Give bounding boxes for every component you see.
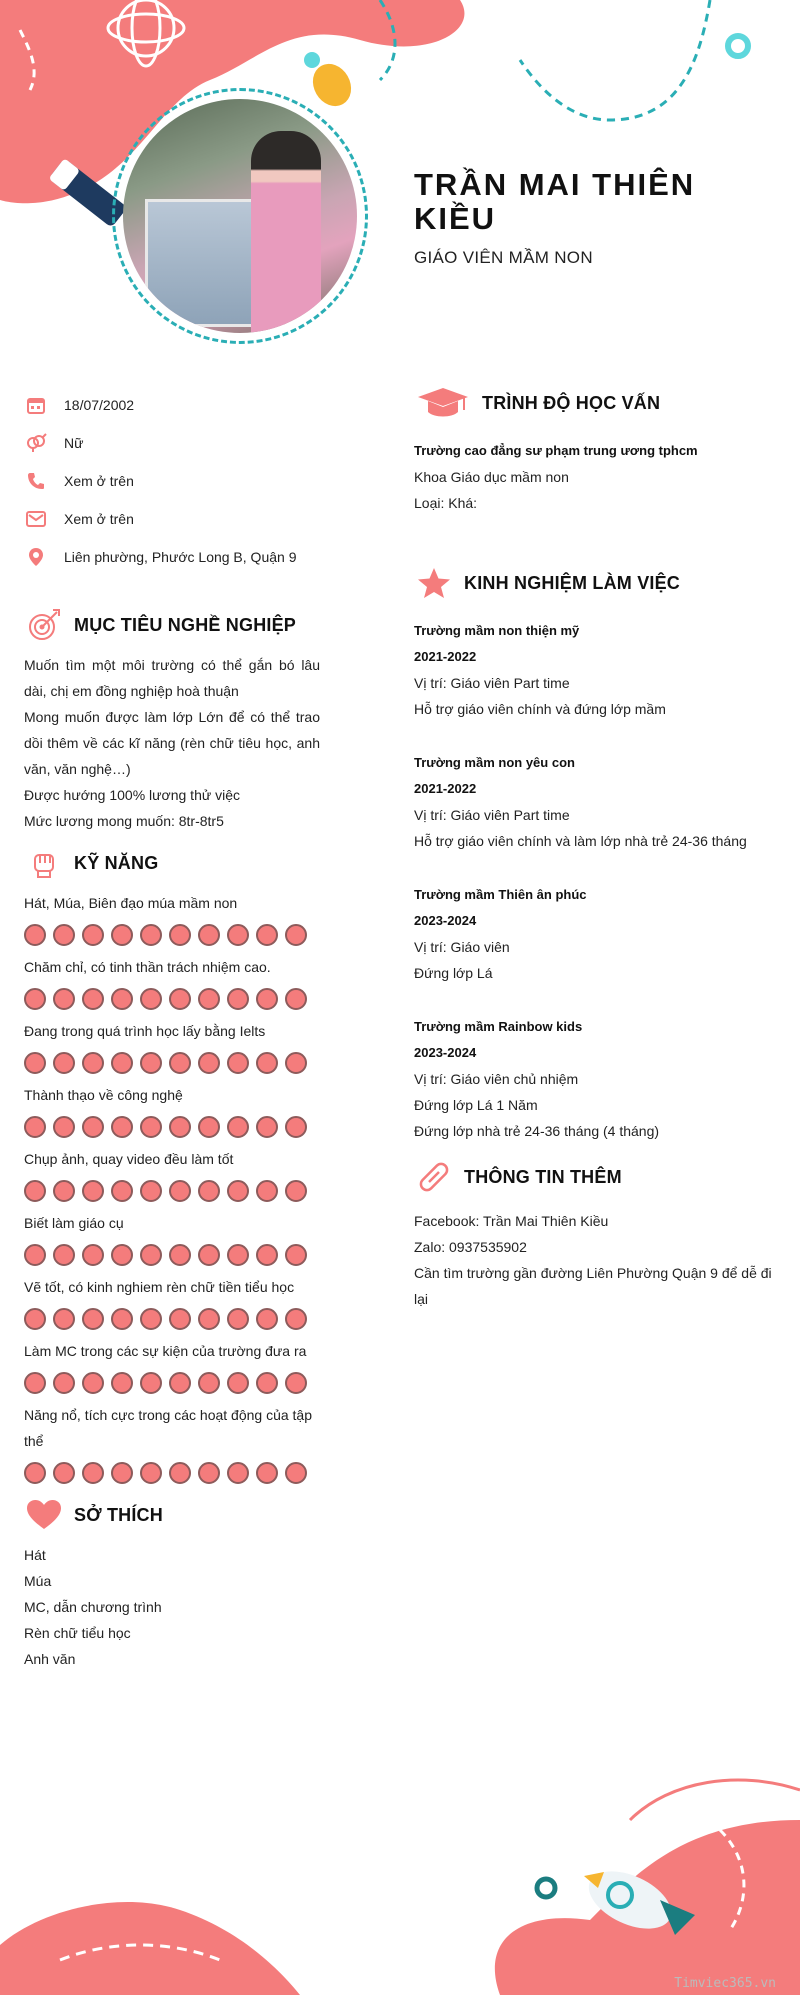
- skill-rating-dot: [111, 1462, 133, 1484]
- skill-rating-dot: [53, 1116, 75, 1138]
- job-detail: Vị trí: Giáo viên chủ nhiệm: [414, 1071, 579, 1087]
- skill-rating-dot: [24, 1244, 46, 1266]
- skill-rating-dot: [82, 1372, 104, 1394]
- skill-rating-dot: [169, 1462, 191, 1484]
- skill-rating-dot: [169, 1052, 191, 1074]
- left-column: [24, 386, 320, 1672]
- skill-name: Vẽ tốt, có kinh nghiem rèn chữ tiền tiểu học: [24, 1279, 295, 1295]
- skill-rating-dot: [111, 988, 133, 1010]
- job-detail: Đứng lớp nhà trẻ 24-36 tháng (4 tháng): [414, 1123, 660, 1139]
- job-entry: [414, 750, 780, 854]
- skill-rating-dot: [198, 1462, 220, 1484]
- contact-list: [24, 386, 320, 576]
- skill-rating-dot: [198, 1244, 220, 1266]
- skill-rating-dot: [227, 1462, 249, 1484]
- skill-rating-dot: [198, 1308, 220, 1330]
- job-entry: [414, 618, 780, 722]
- skill-rating-dot: [169, 1116, 191, 1138]
- job-detail: Vị trí: Giáo viên Part time: [414, 675, 570, 691]
- skill-rating-dot: [285, 1244, 307, 1266]
- job-company: Trường mầm non yêu con: [414, 755, 575, 770]
- skill-rating-dot: [24, 1308, 46, 1330]
- skill-rating-dot: [256, 1180, 278, 1202]
- job-detail: Hỗ trợ giáo viên chính và đứng lớp mầm: [414, 701, 666, 717]
- skill-rating-dot: [82, 1052, 104, 1074]
- job-period: 2021-2022: [414, 649, 477, 664]
- hobby-item: Rèn chữ tiểu học: [24, 1625, 131, 1641]
- skill-rating-dot: [24, 988, 46, 1010]
- gender-icon: [24, 431, 48, 455]
- full-name-line-1: TRẦN MAI THIÊN: [414, 167, 696, 202]
- job-entry: [414, 882, 780, 986]
- additional-title: THÔNG TIN THÊM: [464, 1166, 622, 1187]
- objective-line: Mong muốn được làm lớp Lớn để có thể trao dồi thêm về các kĩ năng (rèn chữ tiêu học, anh văn, văn nghệ…): [24, 709, 320, 777]
- skill-rating: [24, 1308, 320, 1330]
- objective-line: Muốn tìm một môi trường có thể gắn bó lâu dài, chị em đồng nghiệp hoà thuận: [24, 657, 320, 699]
- skill-rating: [24, 1244, 320, 1266]
- fist-icon: [24, 843, 64, 883]
- objective-header: [24, 602, 320, 648]
- skill-rating-dot: [24, 1052, 46, 1074]
- skill-rating-dot: [256, 1308, 278, 1330]
- calendar-icon: [24, 393, 48, 417]
- skill-rating: [24, 988, 320, 1010]
- skill-rating: [24, 1180, 320, 1202]
- hobbies-header: [24, 1492, 320, 1538]
- contact-email-text: Xem ở trên: [64, 511, 134, 527]
- skill-name: Thành thạo về công nghệ: [24, 1087, 183, 1103]
- skills-title: KỸ NĂNG: [74, 852, 159, 873]
- job-detail: Đứng lớp Lá 1 Năm: [414, 1097, 538, 1113]
- skill-rating-dot: [24, 924, 46, 946]
- skill-rating-dot: [227, 1244, 249, 1266]
- additional-line: Zalo: 0937535902: [414, 1239, 527, 1255]
- full-name-line-2: KIỀU: [414, 201, 497, 236]
- skill-rating-dot: [198, 988, 220, 1010]
- skill-rating-dot: [82, 1116, 104, 1138]
- hobby-item: Anh văn: [24, 1651, 76, 1667]
- skill-rating-dot: [285, 1180, 307, 1202]
- photo-person: [251, 131, 321, 333]
- hobbies-title: SỞ THÍCH: [74, 1504, 163, 1525]
- bottom-right-decoration: [480, 1760, 800, 1995]
- experience-header: [414, 560, 780, 606]
- skill-rating-dot: [285, 988, 307, 1010]
- job-detail: Vị trí: Giáo viên Part time: [414, 807, 570, 823]
- skill-rating-dot: [140, 1244, 162, 1266]
- job-period: 2021-2022: [414, 781, 477, 796]
- right-column: [414, 380, 780, 1312]
- bottom-left-decoration: [0, 1890, 320, 1995]
- job-entry: [414, 1014, 780, 1144]
- skill-rating-dot: [111, 1116, 133, 1138]
- skill-rating-dot: [111, 1052, 133, 1074]
- job-company: Trường mầm Thiên ân phúc: [414, 887, 587, 902]
- skill-rating-dot: [111, 1180, 133, 1202]
- contact-address: [24, 538, 320, 576]
- contact-phone-text: Xem ở trên: [64, 473, 134, 489]
- skill-rating: [24, 1052, 320, 1074]
- graduation-cap-icon: [414, 383, 472, 423]
- skill-rating-dot: [140, 1308, 162, 1330]
- skill-rating-dot: [140, 1180, 162, 1202]
- skill-rating: [24, 1372, 320, 1394]
- contact-email: [24, 500, 320, 538]
- skill-rating-dot: [169, 988, 191, 1010]
- skill-rating-dot: [53, 1372, 75, 1394]
- objective-title: MỤC TIÊU NGHỀ NGHIỆP: [74, 614, 297, 635]
- skill-rating-dot: [140, 1372, 162, 1394]
- phone-icon: [24, 469, 48, 493]
- skill-rating-dot: [53, 1308, 75, 1330]
- objective-line: Được hướng 100% lương thử việc: [24, 787, 241, 803]
- skill-rating-dot: [140, 924, 162, 946]
- top-right-decoration: [500, 0, 800, 140]
- location-icon: [24, 545, 48, 569]
- contact-gender-text: Nữ: [64, 435, 84, 451]
- education-entry: [414, 438, 780, 516]
- hobby-item: MC, dẫn chương trình: [24, 1599, 162, 1615]
- skill-rating: [24, 1462, 320, 1484]
- skill-rating-dot: [285, 1052, 307, 1074]
- skill-rating-dot: [256, 924, 278, 946]
- skill-rating-dot: [256, 1462, 278, 1484]
- additional-line: Cần tìm trường gần đường Liên Phường Quận 9 để dễ đi lại: [414, 1265, 772, 1307]
- skill-rating-dot: [111, 1308, 133, 1330]
- watermark: Timviec365.vn: [674, 1976, 776, 1991]
- skill-rating-dot: [82, 924, 104, 946]
- skill-rating-dot: [53, 1462, 75, 1484]
- skills-list: [24, 890, 320, 1484]
- skill-rating-dot: [111, 1244, 133, 1266]
- skill-rating-dot: [53, 1052, 75, 1074]
- skill-rating: [24, 924, 320, 946]
- skill-rating-dot: [198, 1116, 220, 1138]
- skill-rating-dot: [256, 1244, 278, 1266]
- name-block: [414, 168, 774, 268]
- skill-name: Hát, Múa, Biên đạo múa mầm non: [24, 895, 238, 911]
- education-line: Khoa Giáo dục mầm non: [414, 469, 569, 485]
- skill-name: Biết làm giáo cụ: [24, 1215, 124, 1231]
- heart-icon: [24, 1495, 64, 1535]
- skill-rating-dot: [256, 988, 278, 1010]
- contact-phone: [24, 462, 320, 500]
- skill-rating-dot: [169, 1180, 191, 1202]
- skill-rating-dot: [24, 1180, 46, 1202]
- job-detail: Hỗ trợ giáo viên chính và làm lớp nhà trẻ 24-36 tháng: [414, 833, 747, 849]
- skill-rating-dot: [169, 1308, 191, 1330]
- job-company: Trường mầm non thiện mỹ: [414, 623, 580, 638]
- skill-name: Chụp ảnh, quay video đều làm tốt: [24, 1151, 234, 1167]
- profile-photo: [123, 99, 357, 333]
- job-title: GIÁO VIÊN MẦM NON: [414, 248, 593, 267]
- education-header: [414, 380, 780, 426]
- skill-rating-dot: [53, 924, 75, 946]
- skill-rating-dot: [285, 1372, 307, 1394]
- skill-rating: [24, 1116, 320, 1138]
- photo-board: [145, 199, 255, 327]
- skill-rating-dot: [53, 988, 75, 1010]
- skill-rating-dot: [82, 1180, 104, 1202]
- skill-rating-dot: [24, 1116, 46, 1138]
- skill-rating-dot: [227, 1372, 249, 1394]
- skill-rating-dot: [82, 988, 104, 1010]
- target-icon: [24, 605, 64, 645]
- skill-rating-dot: [169, 924, 191, 946]
- skill-rating-dot: [227, 924, 249, 946]
- contact-address-text: Liên phường, Phước Long B, Quận 9: [64, 549, 297, 565]
- profile-photo-frame: [112, 88, 368, 344]
- skill-rating-dot: [198, 924, 220, 946]
- skill-rating-dot: [140, 1052, 162, 1074]
- skill-rating-dot: [227, 1116, 249, 1138]
- skill-rating-dot: [24, 1372, 46, 1394]
- skill-rating-dot: [24, 1462, 46, 1484]
- experience-title: KINH NGHIỆM LÀM VIỆC: [464, 572, 681, 593]
- skill-name: Năng nổ, tích cực trong các hoạt động của tập thể: [24, 1407, 312, 1449]
- skill-rating-dot: [111, 1372, 133, 1394]
- contact-birthday: [24, 386, 320, 424]
- skill-rating-dot: [82, 1308, 104, 1330]
- skill-rating-dot: [82, 1244, 104, 1266]
- skill-rating-dot: [140, 1116, 162, 1138]
- education-line: Loại: Khá:: [414, 495, 478, 511]
- skill-rating-dot: [256, 1372, 278, 1394]
- star-icon: [414, 563, 454, 603]
- skill-name: Làm MC trong các sự kiện của trường đưa ra: [24, 1343, 307, 1359]
- objective-line: Mức lương mong muốn: 8tr-8tr5: [24, 813, 224, 829]
- skill-rating-dot: [285, 1308, 307, 1330]
- skill-rating-dot: [111, 924, 133, 946]
- education-school: Trường cao đẳng sư phạm trung ương tphcm: [414, 443, 698, 458]
- additional-body: [414, 1208, 780, 1312]
- skill-rating-dot: [53, 1244, 75, 1266]
- skill-rating-dot: [169, 1372, 191, 1394]
- skill-rating-dot: [227, 988, 249, 1010]
- skill-rating-dot: [198, 1372, 220, 1394]
- job-detail: Vị trí: Giáo viên: [414, 939, 510, 955]
- hobby-item: Hát: [24, 1547, 46, 1563]
- job-period: 2023-2024: [414, 913, 477, 928]
- hobbies-list: [24, 1542, 320, 1672]
- skill-rating-dot: [227, 1052, 249, 1074]
- skill-rating-dot: [285, 1116, 307, 1138]
- contact-gender: [24, 424, 320, 462]
- job-period: 2023-2024: [414, 1045, 477, 1060]
- skill-name: Chăm chỉ, có tinh thần trách nhiệm cao.: [24, 959, 271, 975]
- additional-line: Facebook: Trần Mai Thiên Kiều: [414, 1213, 609, 1229]
- skill-name: Đang trong quá trình học lấy bằng Ielts: [24, 1023, 266, 1039]
- job-company: Trường mầm Rainbow kids: [414, 1019, 583, 1034]
- paperclip-icon: [414, 1157, 454, 1197]
- skill-rating-dot: [140, 988, 162, 1010]
- skill-rating-dot: [256, 1052, 278, 1074]
- skill-rating-dot: [227, 1308, 249, 1330]
- skill-rating-dot: [53, 1180, 75, 1202]
- skills-header: [24, 840, 320, 886]
- education-title: TRÌNH ĐỘ HỌC VẤN: [482, 392, 661, 413]
- skill-rating-dot: [169, 1244, 191, 1266]
- additional-header: [414, 1154, 780, 1200]
- contact-birthday-text: 18/07/2002: [64, 397, 135, 413]
- job-detail: Đứng lớp Lá: [414, 965, 493, 981]
- skill-rating-dot: [198, 1180, 220, 1202]
- skill-rating-dot: [82, 1462, 104, 1484]
- hobby-item: Múa: [24, 1573, 52, 1589]
- skill-rating-dot: [198, 1052, 220, 1074]
- skill-rating-dot: [285, 1462, 307, 1484]
- skill-rating-dot: [140, 1462, 162, 1484]
- skill-rating-dot: [256, 1116, 278, 1138]
- experience-list: [414, 618, 780, 1144]
- skill-rating-dot: [285, 924, 307, 946]
- email-icon: [24, 507, 48, 531]
- objective-body: [24, 652, 320, 834]
- skill-rating-dot: [227, 1180, 249, 1202]
